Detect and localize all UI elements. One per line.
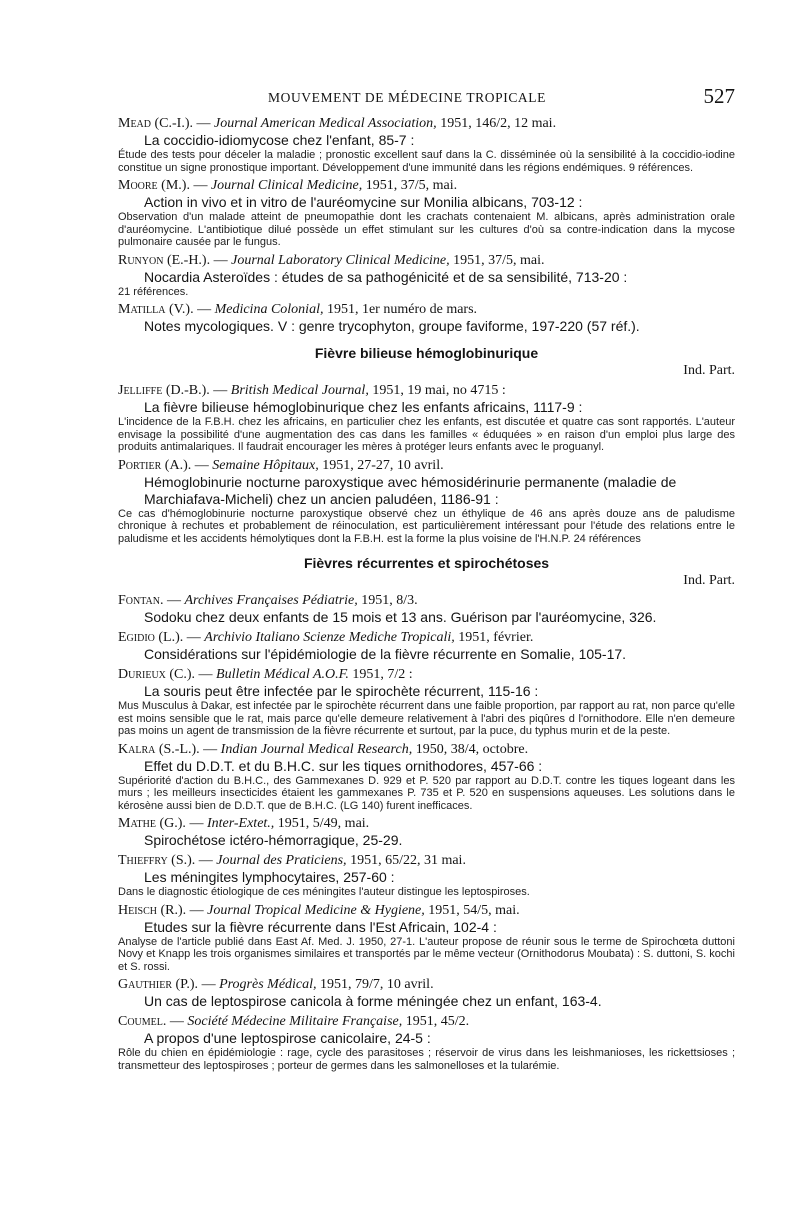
journal: Archives Françaises Pédiatrie, [184, 593, 358, 608]
abstract: Rôle du chien en épidémiologie : rage, cycle des parasitoses ; réservoir de virus dans les leishmanioses, les rickettsioses ; transmetteur des leptospiroses ; porteur de germes dans les salmonelloses et la tularémie. [118, 1047, 735, 1072]
journal: British Medical Journal, [230, 383, 369, 398]
journal: Indian Journal Medical Research, [220, 741, 413, 757]
abstract: Supériorité d'action du B.H.C., des Gammexanes D. 929 et P. 520 par rapport au D.D.T. contre les tiques logeant dans les murs ; les meilleurs insecticides étaient les gammexanes P. 735 et P. 520 en suspensions aqueuses. Les solutions dans le kérosène aussi bien de D.D.T. que de B.H.C. (LG 140) furent inefficaces. [118, 774, 735, 812]
article-title: Spirochétose ictéro-hémorragique, 25-29. [144, 832, 403, 848]
journal: Bulletin Médical A.O.F. [216, 667, 349, 682]
author: Durieux (C.). [118, 667, 196, 682]
citation: Portier (A.). — Semaine Hôpitaux, 1951, 27-27, 10 avril. [118, 457, 444, 473]
author: Heisch (R.). [118, 902, 187, 918]
journal: Medicina Colonial, [214, 302, 324, 317]
author: Matilla (V.). [118, 302, 194, 317]
entry-runyon [118, 252, 735, 299]
entry-matilla [118, 301, 735, 335]
citation: Jelliffe (D.-B.). — British Medical Journal, 1951, 19 mai, no 4715 : [118, 383, 506, 398]
reference: 1951, 8/3. [361, 593, 418, 608]
citation: Thieffry (S.). — Journal des Praticiens, 1951, 65/22, 31 mai. [118, 853, 466, 868]
section-heading: Fièvre bilieuse hémoglobinurique [314, 345, 539, 361]
ind-part-label: Ind. Part. [683, 573, 735, 588]
reference: 1951, 1er numéro de mars. [326, 302, 478, 317]
reference: 1951, 27-27, 10 avril. [322, 457, 444, 473]
entry-thieffry [118, 852, 735, 899]
page-header [118, 84, 735, 112]
abstract: Dans le diagnostic étiologique de ces méningites l'auteur distingue les leptospiroses. [118, 886, 530, 898]
entry-moore [118, 177, 735, 249]
citation: Mathe (G.). — Inter-Extet., 1951, 5/49, mai. [118, 816, 370, 831]
author: Kalra (S.-L.). [118, 741, 200, 757]
entry-heisch [118, 902, 735, 974]
citation: Gauthier (P.). — Progrès Médical, 1951, 79/7, 10 avril. [118, 977, 434, 992]
citation: Matilla (V.). — Medicina Colonial, 1951, 1er numéro de mars. [118, 302, 478, 317]
author: Egidio (L.). [118, 630, 184, 645]
citation: Durieux (C.). — Bulletin Médical A.O.F. 1951, 7/2 : [118, 667, 413, 682]
citation: Mead (C.-I.). — Journal American Medical Association, 1951, 146/2, 12 mai. [118, 116, 557, 131]
reference: 1951, 19 mai, no 4715 : [372, 383, 506, 398]
citation: Heisch (R.). — Journal Tropical Medicine & Hygiene, 1951, 54/5, mai. [118, 902, 520, 918]
journal: Semaine Hôpitaux, [212, 457, 319, 473]
journal: Archivio Italiano Scienze Mediche Tropicali, [204, 630, 455, 645]
citation: Coumel. — Société Médecine Militaire Française, 1951, 45/2. [118, 1014, 470, 1029]
entry-gauthier [118, 976, 735, 1010]
article-title: Action in vivo et in vitro de l'auréomycine sur Monilia albicans, 703-12 : [144, 194, 583, 210]
reference: 1951, 146/2, 12 mai. [440, 116, 557, 131]
article-title: La souris peut être infectée par le spirochète récurrent, 115-16 : [144, 683, 539, 699]
journal: Journal Tropical Medicine & Hygiene, [207, 902, 425, 918]
ind-part-label: Ind. Part. [683, 363, 735, 378]
author: Mathe (G.). [118, 816, 186, 831]
entry-mathe [118, 815, 735, 849]
citation: Egidio (L.). — Archivio Italiano Scienze Mediche Tropicali, 1951, février. [118, 630, 534, 645]
entry-portier [118, 457, 735, 546]
author: Coumel. [118, 1014, 167, 1029]
article-title: Sodoku chez deux enfants de 15 mois et 13 ans. Guérison par l'auréomycine, 326. [144, 609, 657, 625]
section-fievres-recurrentes [118, 555, 735, 1072]
abstract: Étude des tests pour déceler la maladie ; pronostic excellent sauf dans la C. disséminée où la sensibilité à la coccidio-iodine constitue un signe pronostique important. Développement d'une immunité dans les régions endémiques. 9 références. [118, 149, 735, 174]
article-title: Effet du D.D.T. et du B.H.C. sur les tiques ornithodores, 457-66 : [144, 757, 543, 774]
entry-coumel [118, 1013, 735, 1072]
journal: Progrès Médical, [219, 977, 317, 992]
reference: 1951, février. [458, 630, 534, 645]
abstract: Observation d'un malade atteint de pneumopathie dont les crachats contenaient M. albicans, après administration orale d'auréomycine. L'antibiotique dilué possède un effet stimulant sur les cultures d'où sa contre-indication dans la mycose pulmonaire causée par le fungus. [118, 211, 735, 248]
article-title: Un cas de leptospirose canicola à forme méningée chez un enfant, 163-4. [144, 993, 602, 1009]
journal: Journal des Praticiens, [216, 853, 347, 868]
article-title: Les méningites lymphocytaires, 257-60 : [144, 869, 395, 885]
journal: Société Médecine Militaire Française, [187, 1014, 403, 1029]
abstract: Ce cas d'hémoglobinurie nocturne paroxystique observé chez un éthylique de 46 ans après douze ans de paludisme chronique à rechutes et probablement de réinoculation, est particulièrement intéressant pour l'étude des relations entre le paludisme et les accidents hémolytiques dont la F.B.H. est la forme la plus voisine de l'H.N.P. 24 références [118, 507, 735, 545]
author: Portier (A.). [118, 457, 192, 473]
author: Moore (M.). [118, 178, 190, 193]
entry-egidio [118, 629, 735, 663]
article-title: A propos d'une leptospirose canicolaire, 24-5 : [144, 1030, 431, 1046]
citation: Kalra (S.-L.). — Indian Journal Medical Research, 1950, 38/4, octobre. [118, 741, 529, 757]
reference: 1950, 38/4, octobre. [415, 741, 529, 757]
author: Mead (C.-I.). [118, 116, 193, 131]
entry-fontan [118, 592, 735, 626]
citation: Runyon (E.-H.). — Journal Laboratory Clinical Medicine, 1951, 37/5, mai. [118, 252, 545, 268]
article-title: La fièvre bilieuse hémoglobinurique chez les enfants africains, 1117-9 : [144, 399, 583, 415]
abstract: Analyse de l'article publié dans East Af. Med. J. 1950, 27-1. L'auteur propose de réunir sous le terme de Spirochœta duttoni Novy et Knapp les trois organismes similaires et transportés par le même vecteur (Ornithodorus Moubata) : S. duttoni, S. kochi et S. rossi. [118, 935, 735, 973]
page [118, 84, 735, 1072]
citation: Moore (M.). — Journal Clinical Medicine, 1951, 37/5, mai. [118, 178, 458, 193]
reference: 1951, 5/49, mai. [277, 816, 370, 831]
article-title: Notes mycologiques. V : genre trycophyton, groupe faviforme, 197-220 (57 réf.). [144, 318, 640, 334]
journal: Journal Clinical Medicine, [210, 178, 363, 193]
reference: 1951, 7/2 : [352, 667, 413, 682]
running-head: MOUVEMENT DE MÉDECINE TROPICALE [268, 90, 546, 105]
article-title: Hémoglobinurie nocturne paroxystique avec hémosidérinurie permanente (maladie de Marchiafava-Micheli) chez un ancien paludéen, 1186-91 : [144, 473, 677, 507]
reference: 1951, 37/5, mai. [453, 252, 545, 268]
author: Fontan. [118, 593, 164, 608]
author: Thieffry (S.). [118, 853, 196, 868]
citation: Fontan. — Archives Françaises Pédiatrie, 1951, 8/3. [118, 593, 418, 608]
section-heading: Fièvres récurrentes et spirochétoses [303, 555, 550, 571]
entry-kalra [118, 741, 735, 813]
abstract: Mus Musculus à Dakar, est infectée par le spirochète récurrent dans une faible proportion, par rapport au rat, non parce qu'elle est moins sensible que le rat, mais parce qu'elle demeure relativement à l'abri des piqûres d l'ornithodore. Elle n'en demeure pas moins un agent de transmission de la fièvre récurrente et surtout, par la puce, du typhus murin et de la peste. [118, 700, 735, 737]
entry-jelliffe [118, 382, 735, 454]
reference: 1951, 79/7, 10 avril. [320, 977, 434, 992]
reference: 1951, 37/5, mai. [365, 178, 458, 193]
journal: Journal Laboratory Clinical Medicine, [231, 252, 450, 268]
abstract: 21 références. [118, 285, 189, 298]
journal: Inter-Extet., [206, 816, 275, 831]
page-number: 527 [703, 84, 735, 108]
section-fievre-bilieuse [118, 345, 735, 545]
author: Jelliffe (D.-B.). [118, 383, 210, 398]
author: Gauthier (P.). [118, 977, 199, 992]
article-title: Etudes sur la fièvre récurrente dans l'Est Africain, 102-4 : [144, 918, 497, 935]
article-title: Considérations sur l'épidémiologie de la fièvre récurrente en Somalie, 105-17. [144, 646, 627, 662]
journal: Journal American Medical Association, [214, 116, 437, 131]
section-mycoses [118, 115, 735, 335]
reference: 1951, 45/2. [405, 1014, 470, 1029]
author: Runyon (E.-H.). [118, 252, 211, 268]
abstract: L'incidence de la F.B.H. chez les africains, en particulier chez les enfants, est discutée et quatre cas sont rapportés. L'auteur envisage la possibilité d'une augmentation des cas dans les familles « éduquées » en raison d'un emploi plus large des produits antimalariques. Il faudrait encourager les mères à protéger leurs enfants avec le proguanyl. [118, 416, 735, 453]
article-title: Nocardia Asteroïdes : études de sa pathogénicité et de sa sensibilité, 713-20 : [144, 268, 628, 285]
article-title: La coccidio-idiomycose chez l'enfant, 85-7 : [144, 132, 415, 148]
entry-mead [118, 115, 735, 174]
reference: 1951, 65/22, 31 mai. [350, 853, 466, 868]
reference: 1951, 54/5, mai. [428, 902, 520, 918]
entry-durieux [118, 666, 735, 738]
